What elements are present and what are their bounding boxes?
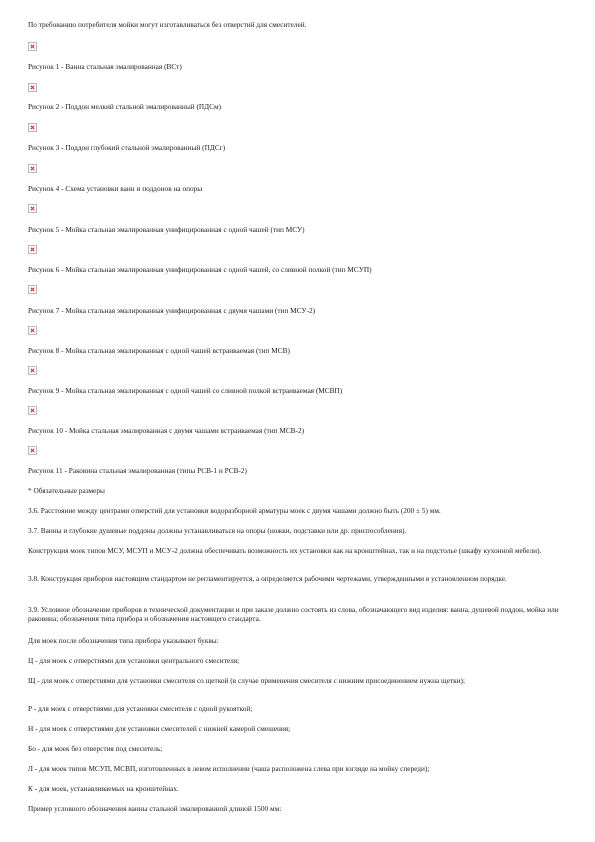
figure-caption: Рисунок 6 - Мойка стальная эмалированная унифицированная с одной чашей, со сливной полкой (тип МСУП) [28,265,372,274]
broken-image-icon [28,204,37,213]
list-item: Щ - для моек с отверстиями для установки смесителя со щеткой (в случае применения смесителя с нижним присоединением нужна щетки); [28,676,465,685]
figure-caption: Рисунок 5 - Мойка стальная эмалированная унифицированная с одной чашей (тип МСУ) [28,225,305,234]
figure-caption: Рисунок 8 - Мойка стальная эмалированная с одной чашей встраиваемая (тип МСВ) [28,346,290,355]
figure-caption: Рисунок 10 - Мойка стальная эмалированная с двумя чашами встраиваемая (тип МСВ-2) [28,426,305,435]
figure-caption: Рисунок 2 - Поддон мелкий стальной эмалированный (ПДСм) [28,102,222,111]
list-item: Бо - для моек без отверстия под смеситель; [28,744,163,753]
figure-caption: Рисунок 4 - Схема установки ванн и поддонов на опоры [28,184,203,193]
paragraph: 3.6. Расстояние между центрами отверстий для установки водоразборной арматуры моек с двумя чашами должно быть (200 ± 5) мм. [28,506,441,515]
broken-image-icon [28,164,37,173]
paragraph: 3.7. Ванны и глубокие душевые поддоны должны устанавливаться на опоры (ножки, подставки или др. приспособления). [28,526,407,535]
paragraph: Пример условного обозначения ванны стальной эмалированной длиной 1500 мм: [28,804,282,813]
intro-paragraph: По требованию потребителя мойки могут изготавливаться без отверстий для смесителей. [28,20,307,29]
list-item: Ц - для моек с отверстиями для установки центрального смесителя; [28,656,240,665]
broken-image-icon [28,83,37,92]
paragraph: Конструкция моек типов МСУ, МСУП и МСУ-2 должна обеспечивать возможность их установки как на кронштейнах, так и на подстолье (шкафу кухонной мебели). [28,546,542,555]
broken-image-icon [28,406,37,415]
broken-image-icon [28,285,37,294]
broken-image-icon [28,326,37,335]
list-item: К - для моек, устанавливаемых на кронштейнах. [28,784,179,793]
broken-image-icon [28,42,37,51]
figure-caption: Рисунок 9 - Мойка стальная эмалированная с одной чашей со сливной полкой встраиваемая (МСВП) [28,386,343,395]
list-item: Н - для моек с отверстиями для установки смесителей с нижней камерой смешения; [28,724,291,733]
figure-caption: Рисунок 7 - Мойка стальная эмалированная унифицированная с двумя чашами (тип МСУ-2) [28,306,316,315]
list-item: Л - для моек типов МСУП, МСВП, изготовленных в левом исполнении (чаша расположена слева при взгляде на мойку спереди); [28,764,430,773]
broken-image-icon [28,446,37,455]
paragraph: 3.8. Конструкция приборов настоящим стандартом не регламентируется, а определяется рабочими чертежами, утвержденными в установленном порядке. [28,574,507,583]
broken-image-icon [28,123,37,132]
paragraph: 3.9. Условное обозначение приборов в технической документации и при заказе должно состоять из слова, обозначающего вид изделия: ванна, душевой поддон, мойка или раковина; обозначения типа прибора и обозначения настоящего стандарта. [28,605,559,624]
figure-caption: Рисунок 1 - Ванна стальная эмалированная (ВСт) [28,62,182,71]
list-item: Р - для моек с отверстиями для установки смесителя с одной рукояткой; [28,704,253,713]
footnote: * Обязательные размеры [28,486,105,495]
figure-caption: Рисунок 3 - Поддон глубокий стальной эмалированный (ПДСг) [28,143,226,152]
figure-caption: Рисунок 11 - Раковина стальная эмалированная (типы РСВ-1 и РСВ-2) [28,466,247,475]
broken-image-icon [28,366,37,375]
broken-image-icon [28,245,37,254]
paragraph: Для моек после обозначения типа прибора указывают буквы: [28,636,219,645]
